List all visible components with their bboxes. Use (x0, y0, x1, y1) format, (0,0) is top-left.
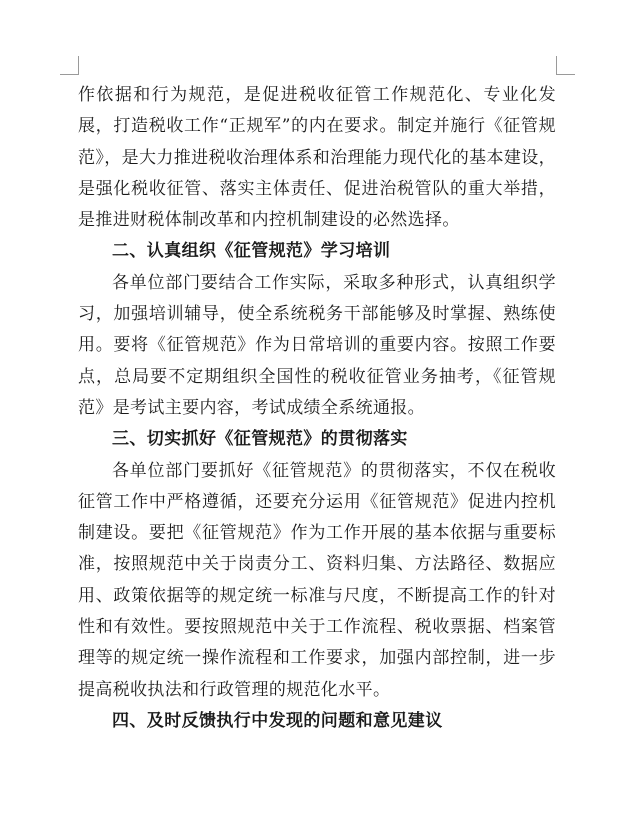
page-corner-mark-top-left (60, 56, 79, 75)
document-body (78, 80, 556, 737)
intro-paragraph: 作依据和行为规范，是促进税收征管工作规范化、专业化发展，打造税收工作“正规军”的内在要求。制定并施行《征管规范》，是大力推进税收治理体系和治理能力现代化的基本建设，是强化税收征管、落实主体责任、促进治税管队的重大举措，是推进财税体制改革和内控机制建设的必然选择。 (78, 85, 556, 231)
section-heading-2: 二、认真组织《征管规范》学习培训 (112, 241, 391, 262)
section-heading-3: 三、切实抓好《征管规范》的贯彻落实 (112, 429, 408, 450)
page-corner-mark-top-right (556, 56, 575, 75)
section-2-paragraph: 各单位部门要结合工作实际，采取多种形式，认真组织学习，加强培训辅导，使全系统税务干部能够及时掌握、熟练使用。要将《征管规范》作为日常培训的重要内容。按照工作要点，总局要不定期组织全国性的税收征管业务抽考，《征管规范》是考试主要内容，考试成绩全系统通报。 (78, 272, 556, 418)
section-heading-4: 四、及时反馈执行中发现的问题和意见建议 (112, 710, 443, 731)
section-3-paragraph: 各单位部门要抓好《征管规范》的贯彻落实，不仅在税收征管工作中严格遵循，还要充分运用《征管规范》促进内控机制建设。要把《征管规范》作为工作开展的基本依据与重要标准，按照规范中关于岗责分工、资料归集、方法路径、数据应用、政策依据等的规定统一标准与尺度，不断提高工作的针对性和有效性。要按照规范中关于工作流程、税收票据、档案管理等的规定统一操作流程和工作要求，加强内部控制，进一步提高税收执法和行政管理的规范化水平。 (78, 460, 556, 700)
